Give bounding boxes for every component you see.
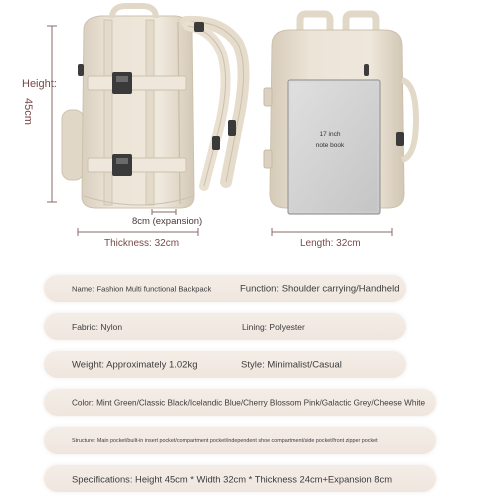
thickness-label: Thickness: 32cm (104, 238, 180, 249)
backpack-back-view (264, 14, 416, 214)
spec-row-specifications (44, 465, 436, 492)
spec-row-fabric-lining (44, 313, 406, 340)
spec-style: Style: Minimalist/Casual (241, 359, 342, 370)
spec-row-name-function (44, 275, 406, 302)
spec-row-weight-style (44, 351, 406, 378)
spec-structure: Structure: Main pocket/built-in insert pocket/compartment pocket/independent shoe compartment/side pocket/front zipper pocket (72, 437, 378, 444)
spec-specifications: Specifications: Height 45cm * Width 32cm * Thickness 24cm+Expansion 8cm (72, 473, 393, 484)
height-value: 45cm (22, 98, 34, 125)
expansion-dimension-line (152, 209, 176, 215)
spec-weight: Weight: Approximately 1.02kg (72, 359, 198, 370)
height-dimension-line (47, 26, 57, 202)
spec-name: Name: Fashion Multi functional Backpack (72, 284, 212, 293)
spec-fabric: Fabric: Nylon (72, 321, 123, 332)
length-label: Length: 32cm (300, 238, 361, 249)
spec-row-structure (44, 427, 436, 454)
length-dimension-line (272, 228, 392, 236)
spec-color: Color: Mint Green/Classic Black/Icelandic Blue/Cherry Blossom Pink/Galactic Grey/Cheese White (72, 398, 426, 407)
notebook-size-text: 17 inch (319, 131, 341, 138)
notebook-label-text: note book (315, 142, 345, 149)
spec-function: Function: Shoulder carrying/Handheld (240, 283, 400, 294)
thickness-dimension-line (78, 228, 198, 236)
height-label: Height: (22, 78, 57, 90)
expansion-label: 8cm (expansion) (132, 216, 203, 227)
backpack-front-view (62, 6, 244, 208)
spec-lining: Lining: Polyester (242, 321, 305, 332)
spec-row-color (44, 389, 436, 416)
